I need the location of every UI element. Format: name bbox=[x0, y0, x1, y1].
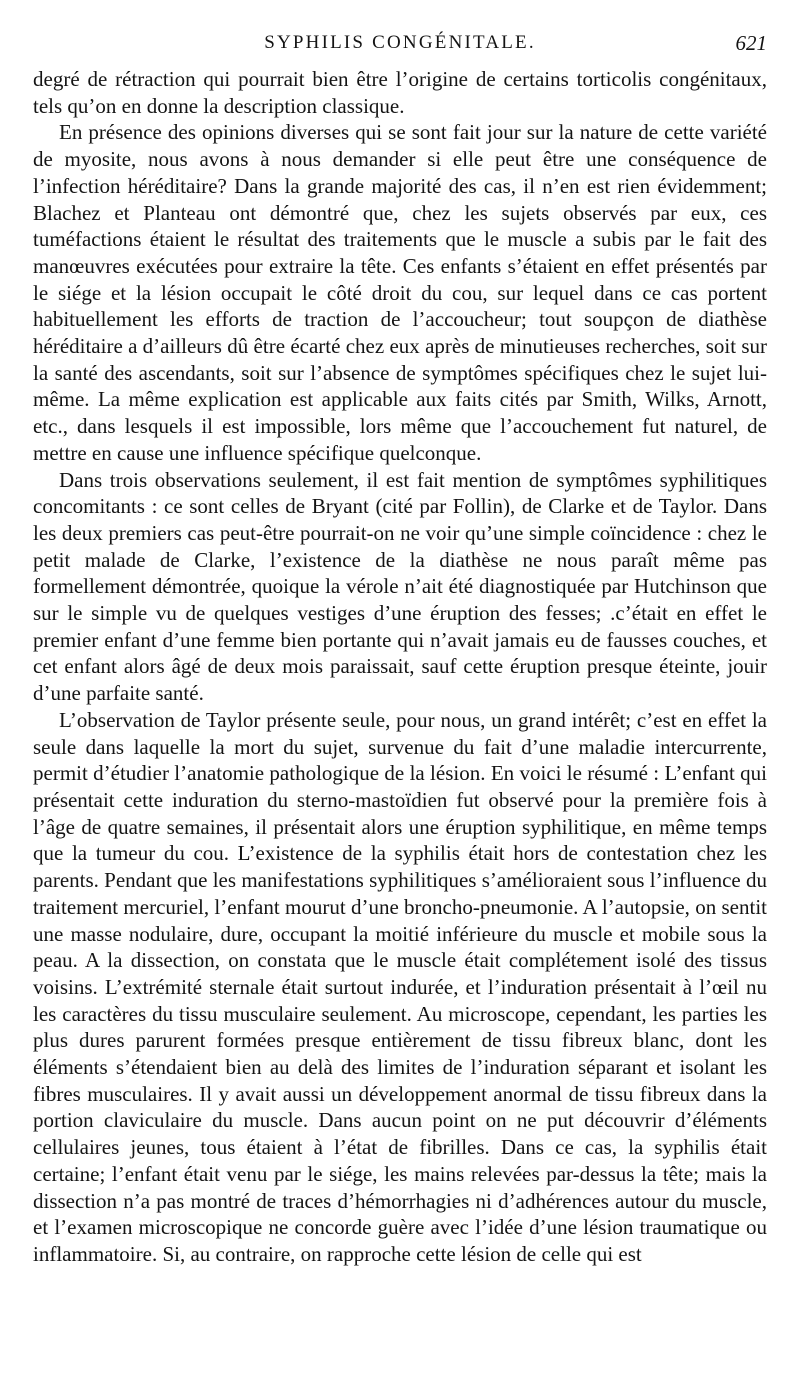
page-number: 621 bbox=[735, 31, 767, 55]
body-text bbox=[33, 66, 767, 1268]
paragraph: L’observation de Taylor présente seule, pour nous, un grand intérêt; c’est en effet la seule dans laquelle la mort du sujet, survenue du fait d’une maladie intercurrente, permit d’étudier l’anatomie pathologique de la lésion. En voici le résumé : L’enfant qui présentait cette induration du sterno-mastoïdien fut observé pour la première fois à l’âge de quatre semaines, il présentait alors une éruption syphilitique, en même temps que la tumeur du cou. L’existence de la syphilis était hors de contestation chez les parents. Pendant que les manifestations syphilitiques s’amélioraient sous l’influence du traitement mercuriel, l’enfant mourut d’une broncho-pneumonie. A l’autopsie, on sentit une masse nodulaire, dure, occupant la moitié inférieure du muscle et mobile sous la peau. A la dissection, on constata que le muscle était complétement isolé des tissus voisins. L’extrémité sternale était surtout indurée, et l’induration présentait à l’œil nu les caractères du tissu musculaire seulement. Au microscope, cependant, les parties les plus dures parurent formées presque entièrement de tissu fibreux blanc, dont les éléments s’étendaient bien au delà des limites de l’induration séparant et isolant les fibres musculaires. Il y avait aussi un développement anormal de tissu fibreux dans la portion claviculaire du muscle. Dans aucun point on ne put découvrir d’éléments cellulaires jeunes, tous étaient à l’état de fibrilles. Dans ce cas, la syphilis était certaine; l’enfant était venu par le siége, les mains relevées par-dessus la tête; mais la dissection n’a pas montré de traces d’hémorrhagies ni d’adhérences autour du muscle, et l’examen microscopique ne concorde guère avec l’idée d’une lésion traumatique ou inflammatoire. Si, au contraire, on rapproche cette lésion de celle qui est bbox=[33, 707, 767, 1266]
paragraph: En présence des opinions diverses qui se sont fait jour sur la nature de cette variété de myosite, nous avons à nous demander si elle peut être une conséquence de l’infection héréditaire? Dans la grande majorité des cas, il n’en est rien évidemment; Blachez et Planteau ont démontré que, chez les sujets observés par eux, ces tuméfactions étaient le résultat des traitements que le muscle a subis par le fait des manœuvres exécutées pour extraire la tête. Ces enfants s’étaient en effet présentés par le siége et la lésion occupait le côté droit du cou, sur lequel dans ce cas portent habituellement les efforts de traction de l’accoucheur; tout soupçon de diathèse héréditaire a d’ailleurs dû être écarté chez eux après de minutieuses recherches, soit sur la santé des ascendants, soit sur l’absence de symptômes spécifiques chez le sujet lui-même. La même explication est applicable aux faits cités par Smith, Wilks, Arnott, etc., dans lesquels il est impossible, lors même que l’accouchement fut naturel, de mettre en cause une influence spécifique quelconque. bbox=[33, 120, 767, 465]
book-page bbox=[33, 0, 767, 1392]
running-title: SYPHILIS CONGÉNITALE. bbox=[264, 32, 536, 53]
page-header bbox=[33, 28, 767, 58]
paragraph-continued: degré de rétraction qui pourrait bien être l’origine de certains torticolis congénitaux, tels qu’on en donne la description classique. bbox=[33, 67, 767, 118]
paragraph: Dans trois observations seulement, il est fait mention de symptômes syphilitiques concomitants : ce sont celles de Bryant (cité par Follin), de Clarke et de Taylor. Dans les deux premiers cas peut-être pourrait-on ne voir qu’une simple coïncidence : chez le petit malade de Clarke, l’existence de la diathèse ne nous paraît même pas formellement démontrée, quoique la vérole n’ait été diagnostiquée par Hutchinson que sur le simple vu de quelques vestiges d’une éruption des fesses; .c’était en effet le premier enfant d’une femme bien portante qui n’avait jamais eu de fausses couches, et cet enfant alors âgé de deux mois paraissait, sauf cette éruption presque éteinte, jouir d’une parfaite santé. bbox=[33, 467, 767, 706]
